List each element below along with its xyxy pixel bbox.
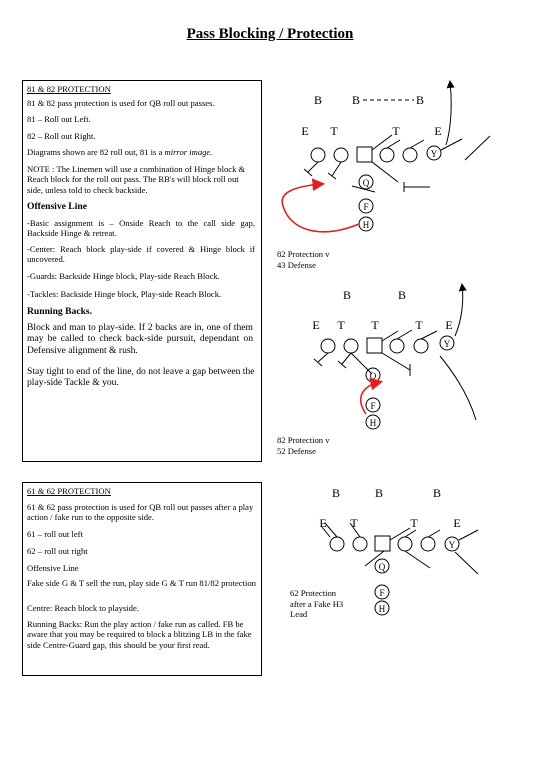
defender-e: E bbox=[434, 124, 442, 138]
fb-label: F bbox=[363, 202, 369, 212]
text-81-82-usage: 81 & 82 pass protection is used for QB roll out passes. bbox=[27, 98, 215, 108]
section-heading-81-82: 81 & 82 PROTECTION bbox=[27, 84, 111, 94]
defender-t: T bbox=[415, 318, 423, 332]
defender-e: E bbox=[319, 516, 327, 530]
defender-b: B bbox=[313, 93, 323, 107]
text-ol-center: -Center: Reach block play-side if covered & Hinge block if uncovered. bbox=[27, 244, 255, 265]
fb-label: F bbox=[370, 401, 376, 411]
text-ol-tackles: -Tackles: Backside Hinge block, Play-side Reach Block. bbox=[27, 289, 222, 299]
lineman-circle bbox=[321, 339, 335, 353]
lineman-circle bbox=[390, 339, 404, 353]
defender-b: B bbox=[415, 93, 425, 107]
defender-e: E bbox=[301, 124, 309, 138]
defender-e: E bbox=[453, 516, 461, 530]
lineman-circle bbox=[414, 339, 428, 353]
defender-b: B bbox=[351, 93, 361, 107]
defender-t: T bbox=[392, 124, 400, 138]
center-square bbox=[367, 338, 382, 353]
text-ol-fake-side: Fake side G & T sell the run, play side G & T run 81/82 protection bbox=[27, 578, 256, 588]
section-heading-61-62: 61 & 62 PROTECTION bbox=[27, 486, 111, 496]
heading-offensive-line-2: Offensive Line bbox=[27, 563, 79, 573]
defender-b: B bbox=[342, 288, 352, 302]
text-61-62-usage: 61 & 62 pass protection is used for QB roll out passes after a play action / fake run to the opposite side. bbox=[27, 502, 254, 523]
text-rb-stay-tight: Stay tight to end of the line, do not leave a gap between the play-side Tackle & you. bbox=[27, 366, 255, 389]
defender-b: B bbox=[432, 486, 442, 500]
defender-t: T bbox=[350, 516, 358, 530]
hb-label: H bbox=[362, 220, 370, 230]
lineman-circle bbox=[353, 537, 367, 551]
text-ol-centre: Centre: Reach block to playside. bbox=[27, 603, 139, 613]
qb-label: Q bbox=[378, 562, 386, 572]
text-rb-assignment: Block and man to play-side. If 2 backs are in, one of them may be called to check back-side pursuit, dependant on Defensive alignment & rush. bbox=[27, 322, 253, 356]
text-linemen-note: NOTE : The Linemen will use a combination of Hinge block & Reach block for the roll out pass. The RB's will block roll out side, unless told to check backside. bbox=[27, 164, 246, 195]
diagram-82-v-43 bbox=[282, 82, 490, 232]
heading-running-backs: Running Backs. bbox=[27, 306, 93, 317]
qb-label: Q bbox=[362, 178, 370, 188]
defender-b: B bbox=[397, 288, 407, 302]
text-62-roll-right: 62 – roll out right bbox=[27, 546, 88, 556]
defender-t: T bbox=[337, 318, 345, 332]
diagram2-caption: 82 Protection v 52 Defense bbox=[277, 435, 330, 456]
text-diagram-note: Diagrams shown are 82 roll out, 81 is a mirror image. bbox=[27, 147, 213, 157]
hb-label: H bbox=[378, 604, 386, 614]
lineman-circle bbox=[344, 339, 358, 353]
defender-b: B bbox=[374, 486, 384, 500]
qb-rollout-route bbox=[282, 184, 359, 232]
diagram1-caption: 82 Protection v 43 Defense bbox=[277, 249, 330, 270]
defender-t: T bbox=[330, 124, 338, 138]
lineman-circle bbox=[398, 537, 412, 551]
defender-e: E bbox=[445, 318, 453, 332]
lineman-circle bbox=[330, 537, 344, 551]
text-81-roll-left: 81 – Roll out Left. bbox=[27, 114, 91, 124]
defender-t: T bbox=[371, 318, 379, 332]
hb-label: H bbox=[369, 418, 377, 428]
defender-y: Y bbox=[430, 149, 438, 159]
defender-y: Y bbox=[443, 339, 451, 349]
defender-b: B bbox=[331, 486, 341, 500]
lineman-circle bbox=[403, 148, 417, 162]
lineman-circle bbox=[311, 148, 325, 162]
defender-t: T bbox=[410, 516, 418, 530]
text-rb-play-action: Running Backs: Run the play action / fake run as called. FB be aware that you may be required to block a blitzing LB in the fake side Centre-Guard gap, this should be your first read. bbox=[27, 619, 252, 650]
lineman-circle bbox=[334, 148, 348, 162]
diagram3-caption: 62 Protection after a Fake H3 Lead bbox=[290, 588, 344, 619]
center-square bbox=[375, 536, 390, 551]
fb-label: F bbox=[379, 588, 385, 598]
defender-e: E bbox=[312, 318, 320, 332]
text-ol-basic: -Basic assignment is – Onside Reach to the call side gap, Backside Hinge & retreat. bbox=[27, 218, 255, 239]
text-82-roll-right: 82 – Roll out Right. bbox=[27, 131, 96, 141]
diagram-82-v-52 bbox=[312, 285, 476, 429]
page-title: Pass Blocking / Protection bbox=[186, 26, 354, 42]
qb-label: Q bbox=[369, 371, 377, 381]
defender-y: Y bbox=[448, 540, 456, 550]
text-61-roll-left: 61 – roll out left bbox=[27, 529, 83, 539]
lineman-circle bbox=[380, 148, 394, 162]
heading-offensive-line: Offensive Line bbox=[27, 201, 87, 212]
center-square bbox=[357, 147, 372, 162]
lineman-circle bbox=[421, 537, 435, 551]
text-ol-guards: -Guards: Backside Hinge block, Play-side Reach Block. bbox=[27, 271, 220, 281]
